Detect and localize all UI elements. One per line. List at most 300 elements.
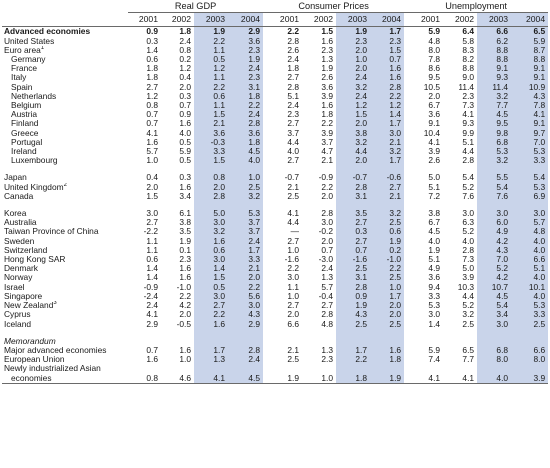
value-cell: 6.4 xyxy=(462,26,475,37)
value-cell: 1.4 xyxy=(146,263,158,274)
value-cell: 4.5 xyxy=(428,226,441,237)
value-cell: 2.5 xyxy=(511,320,548,329)
value-cell: 3.3 xyxy=(228,255,263,264)
table-body xyxy=(2,27,548,383)
value-cell: 5.0 xyxy=(428,172,441,183)
value-cell: 1.6 xyxy=(179,118,191,129)
value-cell: 4.1 xyxy=(146,127,158,138)
value-cell: 3.0 xyxy=(428,309,441,320)
value-cell: 4.8 xyxy=(511,227,548,236)
value-cell: 1.9 xyxy=(370,374,404,384)
value-cell: 4.9 xyxy=(428,263,441,274)
value-cell: -0.9 xyxy=(318,172,334,183)
row-label xyxy=(2,37,128,46)
value-cell: 1.4 xyxy=(146,44,158,55)
value-cell: 2.0 xyxy=(194,183,228,192)
value-cell: 2.2 xyxy=(194,83,228,92)
value-cell: 4.0 xyxy=(477,374,511,384)
year-header: 2003 xyxy=(477,13,511,27)
value-cell: 0.5 xyxy=(194,283,228,292)
table-row xyxy=(2,320,548,329)
value-cell: 1.3 xyxy=(321,54,334,65)
value-cell: 1.5 xyxy=(321,26,334,37)
value-cell: 6.2 xyxy=(477,37,511,46)
value-cell: -0.7 xyxy=(336,173,370,182)
value-cell: 5.9 xyxy=(511,37,548,46)
value-cell: 4.3 xyxy=(477,246,511,255)
value-cell: 1.9 xyxy=(194,27,228,37)
value-cell: 5.1 xyxy=(462,136,475,147)
value-cell: 2.7 xyxy=(194,301,228,310)
value-cell: 2.4 xyxy=(179,35,191,46)
value-cell: 2.0 xyxy=(336,119,370,128)
value-cell: 8.0 xyxy=(511,355,548,364)
value-cell: 0.6 xyxy=(370,227,404,236)
value-cell: 2.3 xyxy=(370,37,404,46)
value-cell: 7.4 xyxy=(428,354,441,365)
value-cell: 3.1 xyxy=(336,273,370,282)
value-cell: 3.3 xyxy=(194,147,228,156)
value-cell: 3.7 xyxy=(321,136,334,147)
value-cell: 1.0 xyxy=(179,354,191,365)
value-cell: 1.7 xyxy=(370,27,404,37)
value-cell: 2.0 xyxy=(179,309,191,320)
value-cell: -1.6 xyxy=(336,255,370,264)
value-cell: 1.7 xyxy=(336,346,370,355)
value-cell: 2.1 xyxy=(287,344,300,355)
value-cell: 3.6 xyxy=(321,81,334,92)
value-cell: 9.4 xyxy=(428,281,441,292)
value-cell: 0.6 xyxy=(146,54,158,65)
value-cell: 4.7 xyxy=(321,146,334,157)
value-cell: 6.5 xyxy=(462,344,475,355)
value-cell: 9.5 xyxy=(477,119,511,128)
value-cell: 1.9 xyxy=(428,244,441,255)
value-cell: 4.0 xyxy=(428,235,441,246)
value-cell: 9.8 xyxy=(477,129,511,138)
value-cell: 6.6 xyxy=(287,318,300,329)
value-cell: 2.7 xyxy=(287,155,300,166)
value-cell: 2.0 xyxy=(321,190,334,201)
value-cell: 5.3 xyxy=(228,209,263,218)
value-cell: 3.8 xyxy=(179,217,191,228)
row-label xyxy=(2,173,128,182)
year-header: 2003 xyxy=(336,13,370,27)
value-cell: 2.3 xyxy=(228,73,263,82)
value-cell: 2.9 xyxy=(146,318,158,329)
value-cell: 8.0 xyxy=(428,44,441,55)
value-cell: 2.8 xyxy=(287,81,300,92)
value-cell: 4.4 xyxy=(287,136,300,147)
row-label xyxy=(2,73,128,82)
value-cell: 3.2 xyxy=(336,83,370,92)
value-cell: 6.7 xyxy=(428,217,441,228)
value-cell: 1.4 xyxy=(146,272,158,283)
value-cell: 5.6 xyxy=(228,292,263,301)
value-cell: 0.7 xyxy=(146,344,158,355)
value-cell: 1.5 xyxy=(370,46,404,55)
value-cell: 3.0 xyxy=(194,292,228,301)
row-label xyxy=(2,310,128,319)
value-cell: 1.1 xyxy=(287,281,300,292)
value-cell: 2.8 xyxy=(462,155,475,166)
value-cell: 2.8 xyxy=(370,83,404,92)
value-cell: 2.0 xyxy=(179,81,191,92)
value-cell: 2.6 xyxy=(287,44,300,55)
value-cell: 2.7 xyxy=(287,72,300,83)
value-cell: 3.0 xyxy=(194,218,228,227)
value-cell: 8.8 xyxy=(511,55,548,64)
value-cell: 1.8 xyxy=(287,63,300,74)
value-cell: 1.8 xyxy=(179,26,191,37)
value-cell: 1.6 xyxy=(146,354,158,365)
value-cell: 6.1 xyxy=(179,208,191,219)
row-label-text: Ireland xyxy=(11,147,37,157)
value-cell: 2.8 xyxy=(228,119,263,128)
row-label-text: Iceland xyxy=(4,319,32,329)
value-cell: 5.4 xyxy=(462,172,475,183)
value-cell: 1.7 xyxy=(370,292,404,301)
value-cell: 1.6 xyxy=(370,73,404,82)
value-cell: 9.3 xyxy=(462,118,475,129)
value-cell: 3.0 xyxy=(462,208,475,219)
row-label-text: Norway xyxy=(4,273,33,283)
value-cell: 0.7 xyxy=(146,109,158,120)
value-cell: -0.7 xyxy=(284,172,300,183)
row-label xyxy=(2,355,128,364)
value-cell: 3.5 xyxy=(179,226,191,237)
value-cell: 4.9 xyxy=(477,227,511,236)
value-cell: 1.1 xyxy=(146,244,158,255)
value-cell: 1.5 xyxy=(194,156,228,165)
row-label-text: United States xyxy=(4,36,55,46)
value-cell: 0.4 xyxy=(179,72,191,83)
value-cell: 3.8 xyxy=(428,208,441,219)
table-row xyxy=(2,355,548,364)
value-cell: -0.4 xyxy=(318,290,334,301)
value-cell: 1.6 xyxy=(194,237,228,246)
value-cell: 2.0 xyxy=(370,301,404,310)
value-cell: 7.2 xyxy=(428,190,441,201)
value-cell: 9.1 xyxy=(428,118,441,129)
value-cell: 2.3 xyxy=(336,37,370,46)
value-cell: 3.7 xyxy=(228,227,263,236)
year-header: 2003 xyxy=(194,13,228,27)
value-cell: 2.4 xyxy=(287,54,300,65)
value-cell: 0.7 xyxy=(370,55,404,64)
value-cell: 0.6 xyxy=(194,246,228,255)
value-cell: 0.7 xyxy=(179,100,191,111)
row-label-text: New Zealand xyxy=(4,301,54,311)
value-cell: 2.9 xyxy=(228,27,263,37)
row-label xyxy=(2,138,128,147)
value-cell: 1.6 xyxy=(146,136,158,147)
value-cell: 1.2 xyxy=(146,90,158,101)
value-cell: 2.8 xyxy=(336,183,370,192)
value-cell: 8.7 xyxy=(511,46,548,55)
row-label xyxy=(2,192,128,201)
value-cell: 0.6 xyxy=(194,92,228,101)
value-cell: -1.6 xyxy=(284,254,300,265)
row-label xyxy=(2,147,128,156)
value-cell: 0.8 xyxy=(179,44,191,55)
value-cell: 9.1 xyxy=(511,73,548,82)
value-cell: 2.4 xyxy=(228,64,263,73)
value-cell: 4.0 xyxy=(511,273,548,282)
value-cell: 2.4 xyxy=(228,355,263,364)
value-cell: 2.5 xyxy=(287,190,300,201)
year-header: 2004 xyxy=(370,13,404,27)
value-cell: 0.9 xyxy=(336,292,370,301)
table-row xyxy=(2,374,548,384)
value-cell: 1.2 xyxy=(179,63,191,74)
value-cell: 3.0 xyxy=(194,255,228,264)
value-cell: 2.4 xyxy=(228,237,263,246)
value-cell: 3.2 xyxy=(194,227,228,236)
value-cell: 3.0 xyxy=(511,209,548,218)
value-cell: 2.0 xyxy=(228,273,263,282)
row-label-text: Denmark xyxy=(4,264,38,274)
value-cell: 1.3 xyxy=(321,344,334,355)
value-cell: 2.7 xyxy=(287,235,300,246)
value-cell: 5.0 xyxy=(462,263,475,274)
value-cell: 8.0 xyxy=(477,355,511,364)
value-cell: 3.2 xyxy=(370,209,404,218)
value-cell: 2.8 xyxy=(321,208,334,219)
row-label xyxy=(2,264,128,273)
value-cell: 0.3 xyxy=(146,35,158,46)
row-label xyxy=(2,83,128,92)
value-cell: 2.2 xyxy=(287,26,300,37)
value-cell: 3.9 xyxy=(428,146,441,157)
value-cell: 2.1 xyxy=(370,138,404,147)
row-label xyxy=(2,27,128,37)
row-label xyxy=(2,255,128,264)
row-label xyxy=(2,320,128,329)
value-cell: 2.0 xyxy=(321,235,334,246)
value-cell: 4.8 xyxy=(428,35,441,46)
value-cell: 6.3 xyxy=(462,217,475,228)
row-label-text: Portugal xyxy=(11,137,43,147)
value-cell: 4.5 xyxy=(477,110,511,119)
value-cell: 6.7 xyxy=(428,100,441,111)
value-cell: 3.0 xyxy=(287,272,300,283)
value-cell: 2.1 xyxy=(287,181,300,192)
value-cell: — xyxy=(290,226,300,237)
value-cell: 2.8 xyxy=(336,283,370,292)
row-label xyxy=(2,110,128,119)
group-header-row xyxy=(2,0,548,13)
value-cell: 6.6 xyxy=(511,255,548,264)
value-cell: 6.8 xyxy=(477,346,511,355)
value-cell: 0.1 xyxy=(179,244,191,255)
value-cell: 10.1 xyxy=(511,283,548,292)
year-header: 2004 xyxy=(228,13,263,27)
value-cell: 1.5 xyxy=(194,110,228,119)
value-cell: 8.3 xyxy=(462,44,475,55)
value-cell: 3.6 xyxy=(228,37,263,46)
row-label xyxy=(2,227,128,236)
value-cell: 2.2 xyxy=(287,263,300,274)
value-cell: 2.2 xyxy=(370,264,404,273)
row-label-text: Finland xyxy=(11,119,39,129)
group-header-real-gdp: Real GDP xyxy=(128,0,263,13)
value-cell: 5.5 xyxy=(477,173,511,182)
value-cell: 9.1 xyxy=(511,119,548,128)
row-label-text: Euro area xyxy=(4,45,41,55)
value-cell: 7.3 xyxy=(462,100,475,111)
value-cell: 10.9 xyxy=(511,83,548,92)
value-cell: 5.4 xyxy=(477,183,511,192)
value-cell: 2.5 xyxy=(228,183,263,192)
value-cell: 3.9 xyxy=(511,374,548,384)
value-cell: -0.3 xyxy=(194,138,228,147)
value-cell: 4.3 xyxy=(228,310,263,319)
value-cell: 2.7 xyxy=(321,300,334,311)
value-cell: 2.3 xyxy=(228,46,263,55)
value-cell: 1.9 xyxy=(370,237,404,246)
value-cell: 2.4 xyxy=(146,300,158,311)
row-label xyxy=(2,301,128,310)
value-cell: 2.5 xyxy=(462,318,475,329)
value-cell: 2.1 xyxy=(370,192,404,201)
value-cell: 0.3 xyxy=(179,172,191,183)
value-cell: 4.1 xyxy=(287,208,300,219)
value-cell: 4.0 xyxy=(462,235,475,246)
value-cell: 8.6 xyxy=(428,63,441,74)
value-cell: 3.3 xyxy=(428,290,441,301)
row-label xyxy=(2,283,128,292)
value-cell: 1.8 xyxy=(321,109,334,120)
value-cell: 7.7 xyxy=(462,354,475,365)
table-row xyxy=(2,192,548,201)
value-cell: 1.0 xyxy=(228,173,263,182)
value-cell: -0.9 xyxy=(143,281,158,292)
value-cell: 6.0 xyxy=(477,218,511,227)
year-header: 2002 xyxy=(443,13,477,27)
value-cell: 1.6 xyxy=(179,263,191,274)
value-cell: 1.4 xyxy=(370,110,404,119)
row-label-text: Switzerland xyxy=(4,245,48,255)
value-cell: 2.6 xyxy=(428,155,441,166)
value-cell: 9.3 xyxy=(477,73,511,82)
value-cell: 5.3 xyxy=(511,147,548,156)
value-cell: 1.7 xyxy=(370,119,404,128)
value-cell: 2.2 xyxy=(321,181,334,192)
value-cell: 7.8 xyxy=(428,54,441,65)
row-label-text: Israel xyxy=(4,282,25,292)
value-cell: 4.1 xyxy=(462,109,475,120)
value-cell: 3.2 xyxy=(228,192,263,201)
value-cell: 1.8 xyxy=(228,92,263,101)
value-cell: 5.0 xyxy=(194,209,228,218)
table-row xyxy=(2,156,548,165)
row-label xyxy=(2,101,128,110)
memorandum-label xyxy=(2,337,128,346)
value-cell: -1.0 xyxy=(176,281,191,292)
value-cell: 2.5 xyxy=(336,320,370,329)
row-label-text: Hong Kong SAR xyxy=(4,255,66,265)
row-label-text: Luxembourg xyxy=(11,156,58,166)
row-label-text: Sweden xyxy=(4,236,35,246)
value-cell: -3.0 xyxy=(318,254,334,265)
value-cell: 0.8 xyxy=(194,173,228,182)
value-cell: -0.2 xyxy=(318,226,334,237)
value-cell: 3.6 xyxy=(428,272,441,283)
value-cell: 1.4 xyxy=(194,264,228,273)
value-cell: 2.2 xyxy=(179,290,191,301)
value-cell: 5.3 xyxy=(477,147,511,156)
value-cell: 10.7 xyxy=(477,283,511,292)
value-cell: 4.1 xyxy=(194,374,228,384)
value-cell: 2.2 xyxy=(336,355,370,364)
value-cell: 4.4 xyxy=(462,290,475,301)
value-cell: 3.2 xyxy=(462,309,475,320)
value-cell: 7.3 xyxy=(462,254,475,265)
year-header: 2002 xyxy=(302,13,336,27)
value-cell: 2.9 xyxy=(228,320,263,329)
value-cell: 11.4 xyxy=(458,81,475,92)
value-cell: 2.1 xyxy=(321,155,334,166)
value-cell: 1.6 xyxy=(321,100,334,111)
row-label-continued: economies xyxy=(2,374,128,384)
value-cell: 4.3 xyxy=(336,310,370,319)
row-label-text: Singapore xyxy=(4,291,43,301)
value-cell: 2.5 xyxy=(336,264,370,273)
value-cell: 8.8 xyxy=(477,55,511,64)
value-cell: 4.8 xyxy=(321,318,334,329)
value-cell: 1.9 xyxy=(263,374,302,384)
value-cell: 1.0 xyxy=(336,55,370,64)
value-cell: 2.2 xyxy=(194,37,228,46)
row-label xyxy=(2,183,128,192)
value-cell: 2.7 xyxy=(287,300,300,311)
value-cell: 4.0 xyxy=(511,246,548,255)
value-cell: 6.6 xyxy=(511,346,548,355)
row-label-text: Taiwan Province of China xyxy=(4,227,99,237)
value-cell: 4.1 xyxy=(146,309,158,320)
value-cell: 5.8 xyxy=(462,35,475,46)
row-label-text: Greece xyxy=(11,128,39,138)
row-label xyxy=(2,246,128,255)
value-cell: 0.2 xyxy=(370,246,404,255)
spacer-row xyxy=(2,329,548,337)
value-cell: -0.5 xyxy=(176,318,191,329)
value-cell: 2.3 xyxy=(321,44,334,55)
value-cell: 3.3 xyxy=(511,156,548,165)
value-cell: 0.7 xyxy=(146,118,158,129)
value-cell: 4.3 xyxy=(511,92,548,101)
value-cell: 6.9 xyxy=(511,192,548,201)
value-cell: 0.6 xyxy=(146,254,158,265)
value-cell: 3.4 xyxy=(477,310,511,319)
row-label-text: Italy xyxy=(11,73,27,83)
value-cell: 5.2 xyxy=(462,181,475,192)
value-cell: 1.6 xyxy=(179,272,191,283)
value-cell: 1.9 xyxy=(321,63,334,74)
value-cell: 2.2 xyxy=(228,283,263,292)
row-label xyxy=(2,346,128,355)
row-label-text: France xyxy=(11,64,38,74)
value-cell: 1.0 xyxy=(287,290,300,301)
row-label xyxy=(2,237,128,246)
year-header-row xyxy=(2,13,548,27)
value-cell: 1.0 xyxy=(302,374,336,384)
value-cell: 3.4 xyxy=(179,190,191,201)
value-cell: 4.1 xyxy=(404,374,443,384)
value-cell: 5.7 xyxy=(146,146,158,157)
row-label-text: Austria xyxy=(11,110,38,120)
